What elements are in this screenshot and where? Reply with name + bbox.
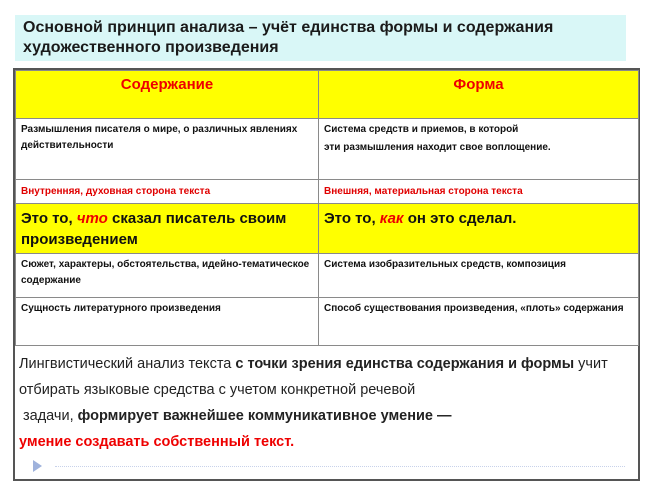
text: учит отбирать языковые средства с учетом конкретной речевой [19,356,608,398]
slide-title: Основной принцип анализа – учёт единства формы и содержания художественного произведения [15,15,626,61]
table-row-highlight [16,204,639,254]
content-frame [13,68,640,481]
comparison-table [15,70,639,346]
conclusion-line [19,351,631,403]
triangle-arrow-icon [33,460,42,472]
cell-form-line: эти размышления находит свое воплощение. [324,142,551,153]
header-content: Содержание [16,71,319,119]
text: задачи, [23,408,78,424]
bold-text: с точки зрения единства содержания и формы [235,356,575,372]
header-form: Форма [319,71,639,119]
cell-form: Внешняя, материальная сторона текста [319,180,639,204]
text: сказал писатель своим произведением [21,210,287,248]
cell-content: Размышления писателя о мире, о различных явлениях действительности [16,119,319,180]
bold-text: формирует важнейшее коммуникативное умение — [77,408,452,424]
text: он это сделал. [403,210,517,227]
text: Лингвистический анализ текста [19,356,236,372]
conclusion-text [19,351,631,455]
table-row [16,180,639,204]
cell-form-line: Система средств и приемов, в которой [324,124,519,135]
cell-form [319,204,639,254]
text: Это то, [21,210,77,227]
table-header-row [16,71,639,119]
footer-divider [55,466,625,467]
cell-content: Сюжет, характеры, обстоятельства, идейно-тематическое содержание [16,254,319,298]
emphasis-text: что [76,210,108,227]
emphasis-text: как [379,210,404,227]
text: Это то, [324,210,380,227]
conclusion-line [19,403,631,429]
table-row [16,298,639,346]
cell-content: Сущность литературного произведения [16,298,319,346]
table-row [16,254,639,298]
cell-form [319,119,639,180]
table-row [16,119,639,180]
cell-form: Способ существования произведения, «плоть» содержания [319,298,639,346]
cell-content [16,204,319,254]
cell-form: Система изобразительных средств, композиция [319,254,639,298]
conclusion-red-line: умение создавать собственный текст. [19,434,295,450]
cell-content: Внутренняя, духовная сторона текста [16,180,319,204]
